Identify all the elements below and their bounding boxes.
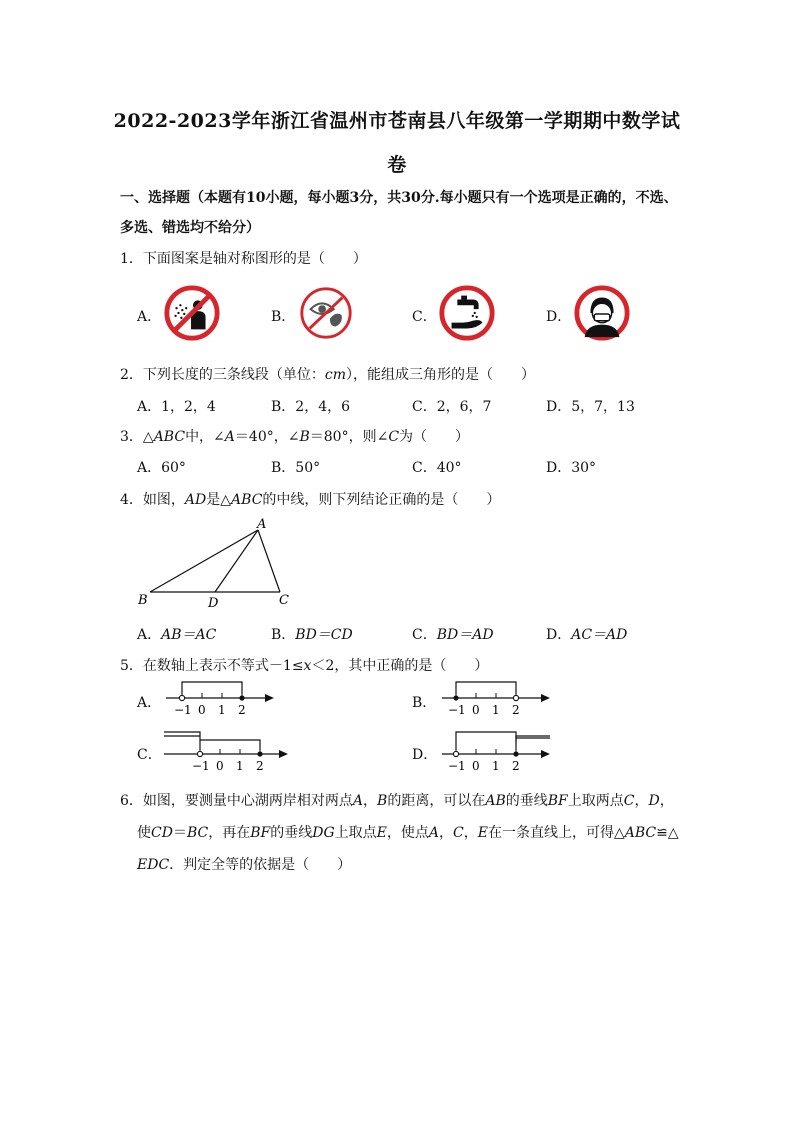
triangle-figure [130,512,310,612]
svg-text:1: 1 [492,759,500,773]
segment-ab [150,530,258,592]
no-spray-icon [163,284,221,342]
svg-text:2: 2 [238,703,246,717]
question-6-line-2: 使CD＝BC，再在BF的垂线DG上取点E，使点A，C，E在一条直线上，可得△ABC≌△ [137,825,679,841]
wash-hands-icon [438,284,496,342]
section-heading-continued: 多选、错选均不给分） [120,220,260,236]
q5-option-a-label: A． [137,695,162,711]
svg-text:−1: −1 [448,759,466,773]
q4-option-c: C．BD＝AD [412,627,494,643]
section-heading: 一、选择题（本题有10小题，每小题3分，共30分.每小题只有一个选项是正确的，不选、 [120,190,678,206]
q3-option-a: A．60° [137,460,186,476]
svg-text:2: 2 [512,759,520,773]
svg-text:2: 2 [512,703,520,717]
vertex-label-b: B [138,593,148,608]
q5-option-c-label: C． [137,747,162,763]
q1-option-b-label: B． [271,309,296,325]
segment-ac [258,530,280,592]
question-2-stem: 2．下列长度的三条线段（单位：cm），能组成三角形的是（ ） [120,367,536,383]
svg-text:−1: −1 [192,759,210,773]
q3-option-b: B．50° [271,460,321,476]
number-line-a [160,676,280,720]
svg-text:0: 0 [472,703,480,717]
svg-text:2: 2 [256,759,264,773]
q2-option-a: A．1，2，4 [137,399,216,415]
number-line-b [436,676,556,720]
svg-text:1: 1 [236,759,244,773]
q2-option-d: D．5，7，13 [546,399,635,415]
no-eye-touch-icon [297,284,355,342]
q1-option-a-label: A． [137,309,162,325]
svg-text:−1: −1 [448,703,466,717]
vertex-label-a: A [257,517,267,532]
question-1-stem: 1．下面图案是轴对称图形的是（ ） [120,251,367,267]
wear-mask-icon [573,284,631,342]
question-5-stem: 5．在数轴上表示不等式－1≤x＜2，其中正确的是（ ） [120,658,489,674]
point-label-d: D [208,596,219,611]
number-line-c [160,726,295,774]
page-title: 2022-2023学年浙江省温州市苍南县八年级第一学期期中数学试 [113,110,681,132]
vertex-label-c: C [279,593,289,608]
svg-text:0: 0 [472,759,480,773]
q4-option-d: D．AC＝AD [546,627,628,643]
number-line-d [436,726,556,774]
median-ad [215,530,258,592]
q5-option-b-label: B． [412,695,437,711]
page-title-continued: 卷 [387,154,407,176]
q2-option-b: B．2，4，6 [271,399,351,415]
svg-text:1: 1 [492,703,500,717]
q3-option-c: C．40° [412,460,462,476]
q4-option-b: B．BD＝CD [271,627,353,643]
svg-text:0: 0 [198,703,206,717]
q5-option-d-label: D． [412,747,438,763]
q2-option-c: C．2，6，7 [412,399,492,415]
q4-option-a: A．AB＝AC [137,627,217,643]
q1-option-c-label: C． [412,309,437,325]
question-3-stem: 3．△ABC中，∠A＝40°，∠B＝80°，则∠C为（ ） [120,429,470,445]
question-6-line-3: EDC．判定全等的依据是（ ） [137,857,352,873]
q3-option-d: D．30° [546,460,597,476]
q1-option-d-label: D． [546,309,572,325]
svg-text:0: 0 [216,759,224,773]
svg-text:1: 1 [218,703,226,717]
question-6-line-1: 6．如图，要测量中心湖两岸相对两点A，B的距离，可以在AB的垂线BF上取两点C，D， [120,793,674,809]
svg-text:−1: −1 [174,703,192,717]
question-4-stem: 4．如图，AD是△ABC的中线，则下列结论正确的是（ ） [120,492,501,508]
